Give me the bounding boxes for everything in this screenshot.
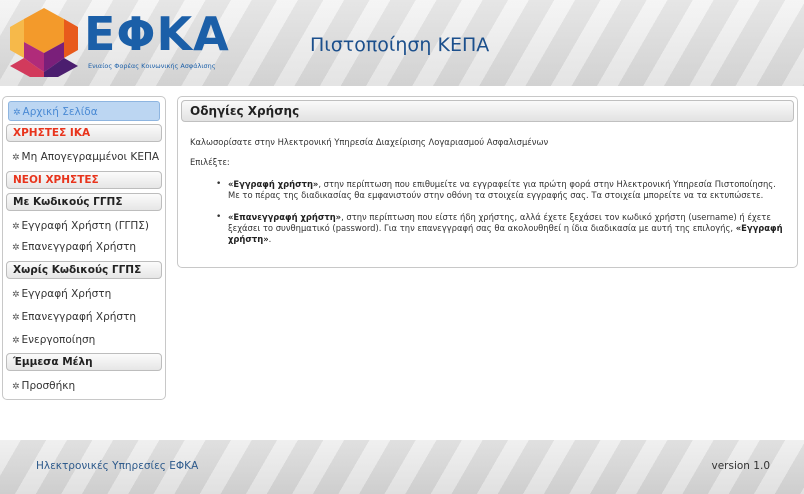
- nav-activation[interactable]: [8, 330, 160, 350]
- instruction-list: [190, 179, 790, 256]
- nav-register[interactable]: [8, 284, 160, 304]
- gear-icon: ✲: [12, 222, 20, 232]
- page-header: [0, 0, 804, 86]
- gear-icon: ✲: [12, 243, 20, 253]
- nav-label: Μη Απογεγραμμένοι ΚΕΠΑ: [21, 151, 160, 163]
- efka-logo[interactable]: [8, 4, 248, 82]
- gear-icon: ✲: [12, 153, 20, 163]
- footer-services-label: Ηλεκτρονικές Υπηρεσίες ΕΦΚΑ: [36, 460, 199, 472]
- gear-icon: ✲: [13, 108, 21, 118]
- page-footer: [0, 440, 804, 494]
- footer-version: version 1.0: [711, 460, 770, 472]
- instruction-register-text: , στην περίπτωση που επιθυμείτε να εγγραφείτε για πρώτη φορά στην Ηλεκτρονική Υπηρεσία Πιστοποίησης. Με το πέρας της διαδικασίας θα εμφανιστούν στην οθόνη τα στοιχεία εγγραφής σας. Τα στοιχεία μπορείτε να τα εκτυπώσετε.: [228, 179, 776, 200]
- nav-label: Εγγραφή Χρήστη: [21, 288, 112, 300]
- instruction-reregister-end: .: [268, 234, 272, 244]
- nav-label: Επανεγγραφή Χρήστη: [21, 241, 137, 253]
- instruction-reregister-ref: «Εγγραφή χρήστη»: [228, 223, 783, 244]
- panel-title: Οδηγίες Χρήσης: [181, 100, 794, 122]
- instruction-reregister-title: «Επανεγγραφή χρήστη»: [228, 212, 342, 222]
- nav-header-ika-users: ΧΡΗΣΤΕΣ ΙΚΑ: [6, 124, 162, 142]
- nav-reregister[interactable]: [8, 307, 160, 327]
- instructions-panel: [177, 96, 798, 268]
- nav-header-with-codes: Με Κωδικούς ΓΓΠΣ: [6, 193, 162, 211]
- instruction-register: [190, 179, 790, 201]
- nav-home-label: Αρχική Σελίδα: [22, 106, 98, 118]
- gear-icon: ✲: [12, 290, 20, 300]
- nav-register-gsis[interactable]: [8, 216, 160, 236]
- nav-add[interactable]: [8, 376, 160, 396]
- logo-subtitle: Ενιαίος Φορέας Κοινωνικής Ασφάλισης: [88, 62, 216, 70]
- nav-header-indirect-members: Έμμεσα Μέλη: [6, 353, 162, 371]
- gear-icon: ✲: [12, 336, 20, 346]
- nav-header-new-users: ΝΕΟΙ ΧΡΗΣΤΕΣ: [6, 171, 162, 189]
- sidebar-nav: [2, 96, 166, 400]
- nav-unregistered-kepa[interactable]: [8, 147, 160, 167]
- gear-icon: ✲: [12, 382, 20, 392]
- welcome-text: Καλωσορίσατε στην Ηλεκτρονική Υπηρεσία Διαχείρισης Λογαριασμού Ασφαλισμένων: [190, 137, 549, 147]
- nav-header-without-codes: Χωρίς Κωδικούς ΓΓΠΣ: [6, 261, 162, 279]
- nav-label: Ενεργοποίηση: [21, 334, 96, 346]
- instruction-reregister-text: , στην περίπτωση που είστε ήδη χρήστης, αλλά έχετε ξεχάσει τον κωδικό χρήστη (username) ή έχετε ξεχάσει το συνθηματικό (password). Για την επανεγγραφή σας θα ακολουθηθεί η ίδια διαδικασία με αυτή της επιλογής,: [228, 212, 771, 233]
- nav-label: Επανεγγραφή Χρήστη: [21, 311, 137, 323]
- nav-label: Εγγραφή Χρήστη (ΓΓΠΣ): [21, 220, 150, 232]
- nav-reregister-gsis[interactable]: [8, 237, 160, 257]
- gear-icon: ✲: [12, 313, 20, 323]
- instruction-register-title: «Εγγραφή χρήστη»: [228, 179, 319, 189]
- logo-wordmark: ΕΦΚΑ: [84, 7, 230, 61]
- nav-home[interactable]: [8, 101, 160, 121]
- app-title: Πιστοποίηση ΚΕΠΑ: [310, 34, 490, 56]
- choose-text: Επιλέξτε:: [190, 157, 230, 167]
- instruction-reregister: [190, 212, 790, 245]
- efka-logo-icon: [8, 6, 80, 78]
- nav-label: Προσθήκη: [21, 380, 76, 392]
